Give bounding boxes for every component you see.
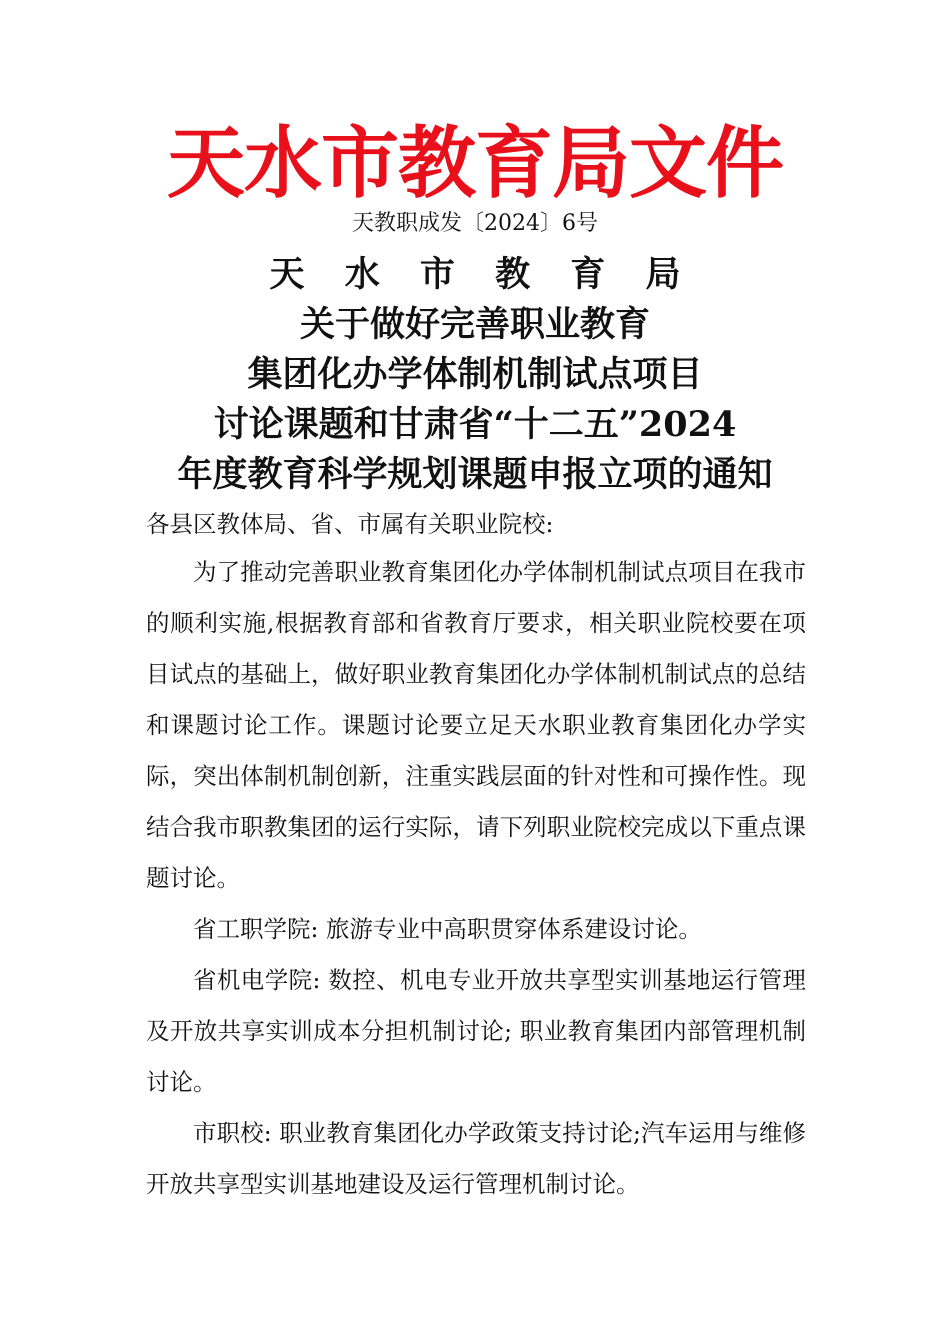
title-line: 集团化办学体制机制试点项目 <box>247 354 703 395</box>
title-line: 关于做好完善职业教育 <box>299 304 650 345</box>
body-paragraph: 市职校: 职业教育集团化办学政策支持讨论;汽车运用与维修开放共享型实训基地建设及运行管理机制讨论。 <box>146 1119 806 1198</box>
notice-title <box>0 250 950 500</box>
notice-body <box>146 503 806 1210</box>
issuer-title: 天水市教育局文件 <box>166 118 783 209</box>
salutation: 各县区教体局、省、市属有关职业院校: <box>146 510 554 538</box>
body-paragraph: 为了推动完善职业教育集团化办学体制机制试点项目在我市的顺利实施,根据教育部和省教育厅要求，相关职业院校要在项目试点的基础上，做好职业教育集团化办学体制机制试点的总结和课题讨论工作。课题讨论要立足天水职业教育集团化办学实际，突出体制机制创新，注重实践层面的针对性和可操作性。现结合我市职教集团的运行实际，请下列职业院校完成以下重点课题讨论。 <box>146 558 806 892</box>
document-number: 天教职成发〔2024〕6号 <box>352 211 598 236</box>
title-line: 讨论课题和甘肃省“十二五”2024 <box>213 404 737 445</box>
body-paragraph: 省机电学院: 数控、机电专业开放共享型实训基地运行管理及开放共享实训成本分担机制讨论; 职业教育集团内部管理机制讨论。 <box>146 966 806 1096</box>
title-line: 年度教育科学规划课题申报立项的通知 <box>177 454 773 495</box>
body-paragraph: 省工职学院: 旅游专业中高职贯穿体系建设讨论。 <box>193 915 702 943</box>
title-line-issuer: 天 水 市 教 育 局 <box>269 254 695 295</box>
